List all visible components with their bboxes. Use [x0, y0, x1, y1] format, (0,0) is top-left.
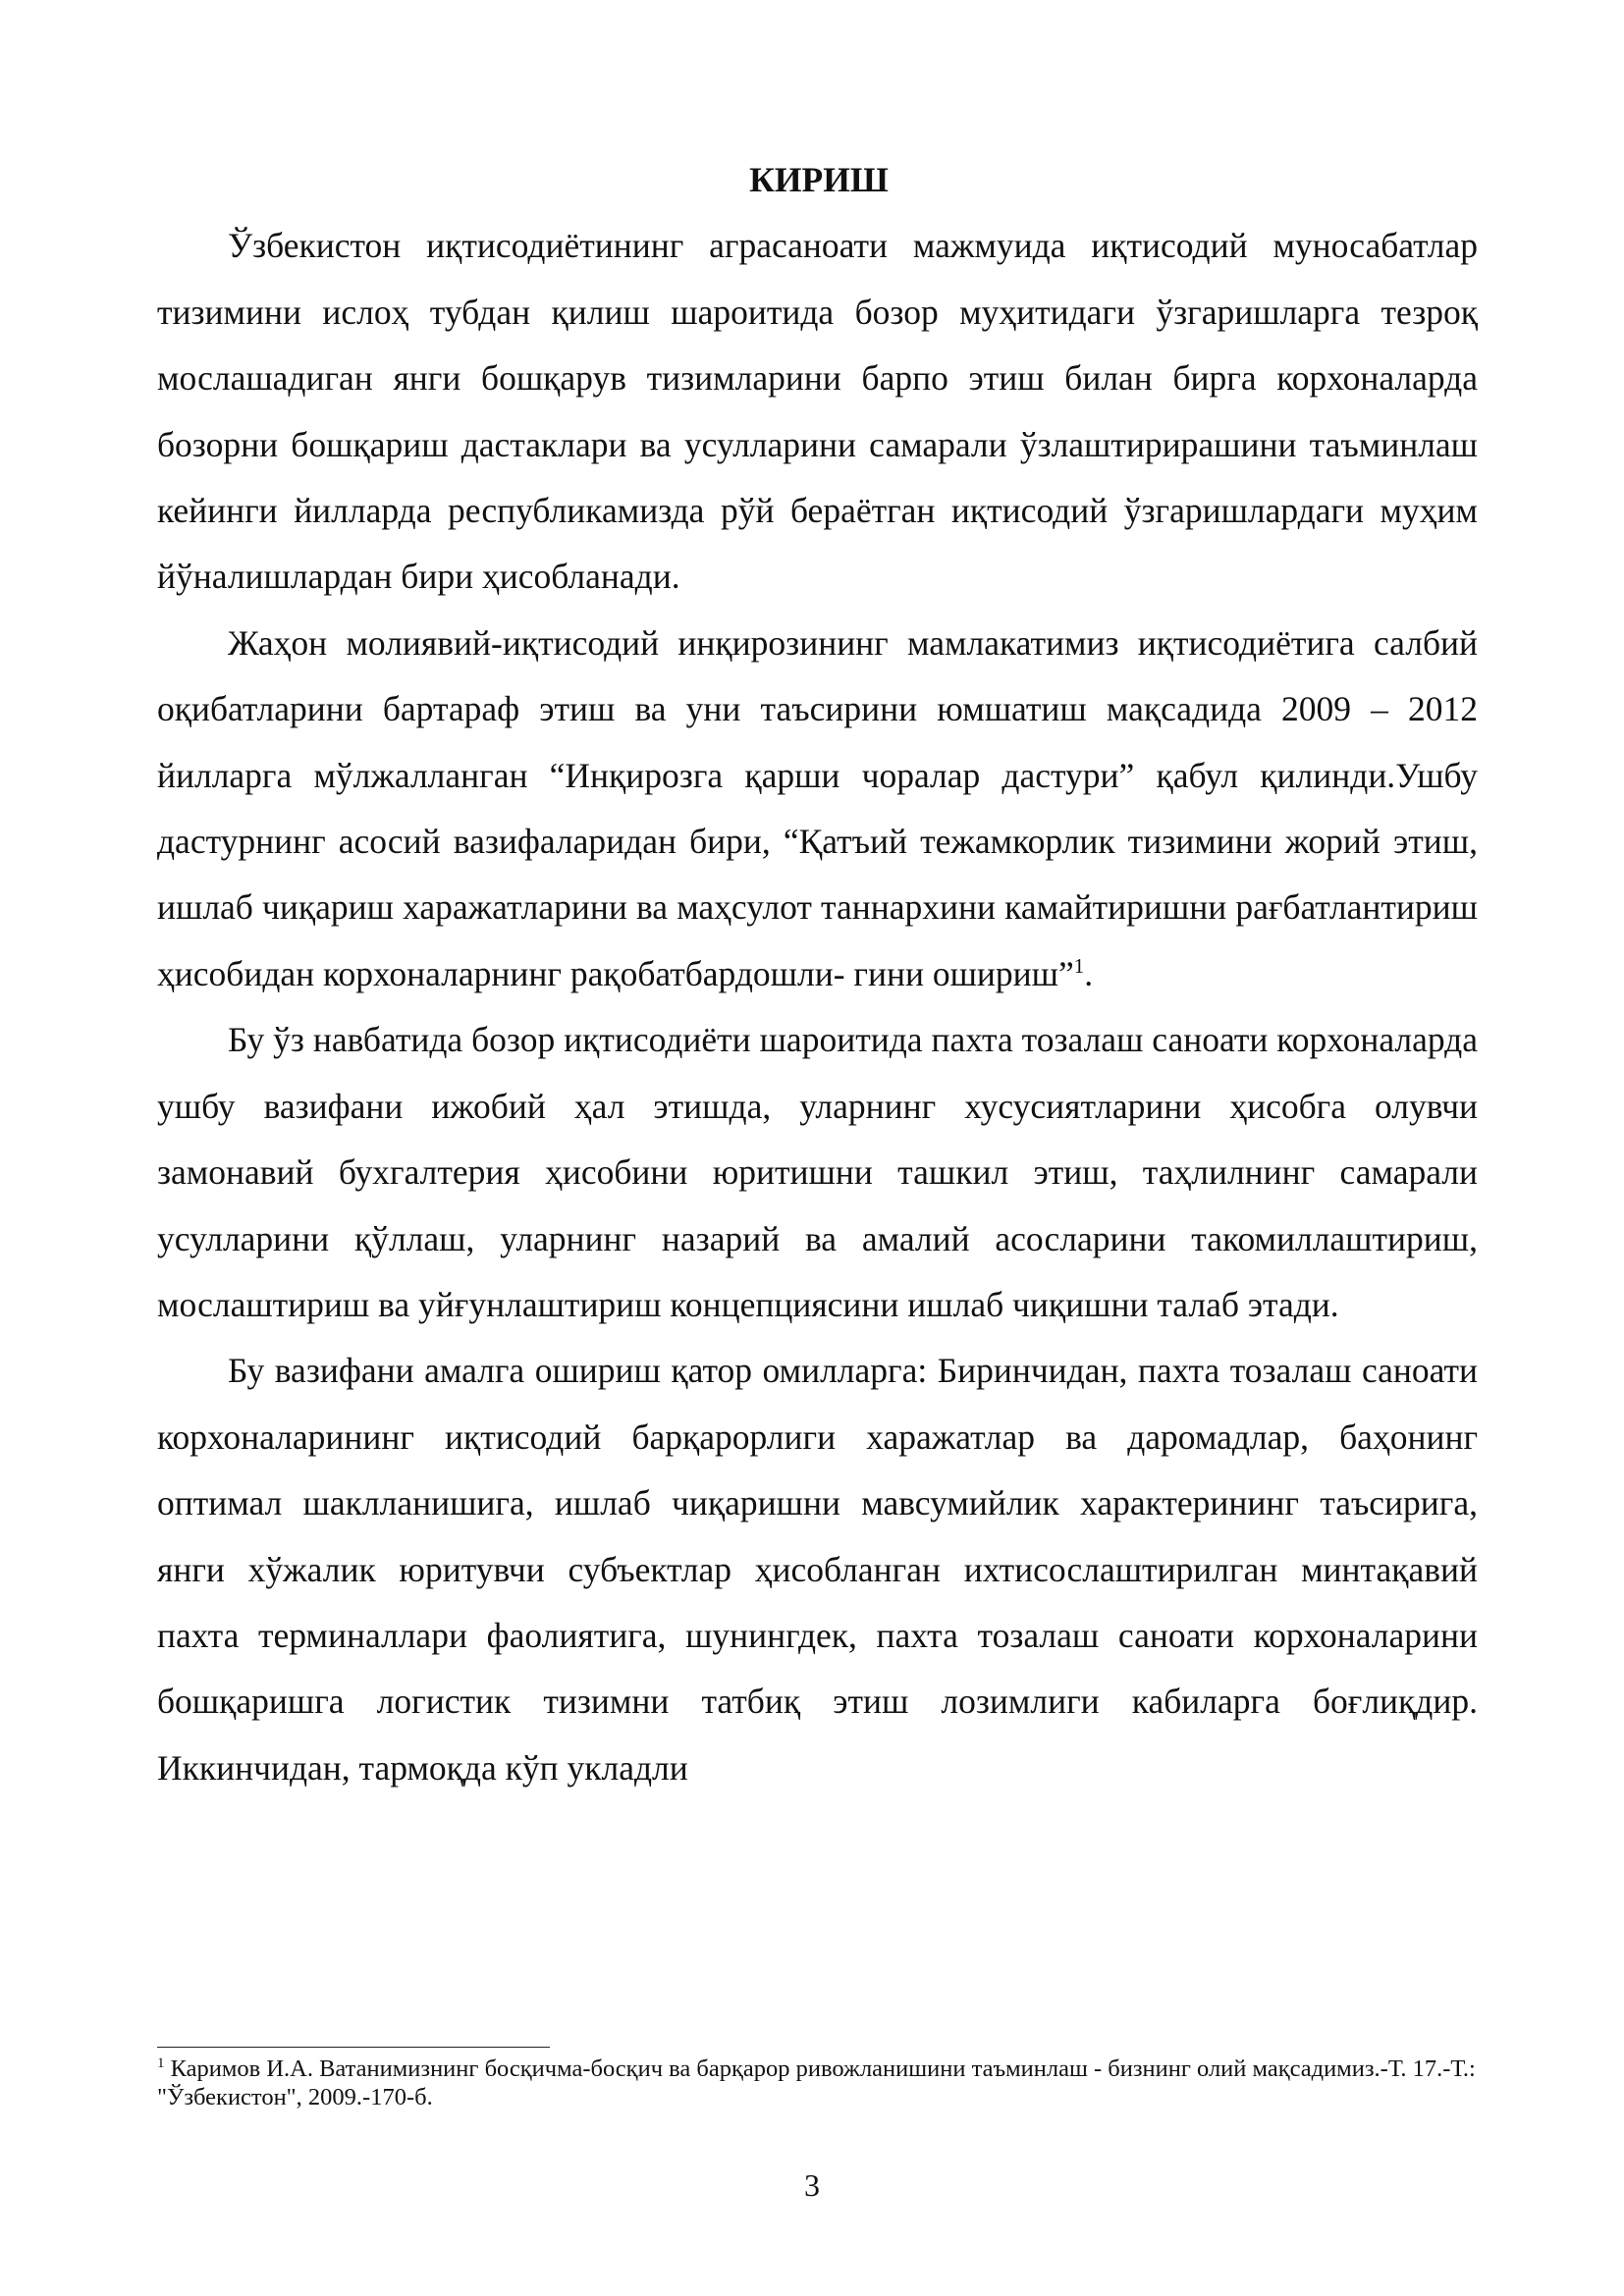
footnote-text: Каримов И.А. Ватанимизнинг босқичма-босқич ва барқарор ривожланишини таъминлаш - бизнинг олий мақсадимиз.-Т. 17.-Т.: "Ўзбекистон", 2009.-170-б. — [157, 2056, 1476, 2110]
footnote — [157, 2055, 1478, 2111]
footnote-marker: 1 — [157, 2055, 165, 2071]
main-text — [157, 147, 1478, 1801]
paragraph-2-last-line — [853, 954, 1093, 993]
paragraph-2-period: . — [1084, 953, 1094, 993]
page-title: КИРИШ — [749, 160, 889, 199]
paragraph-2-tail: гини ошириш” — [853, 953, 1074, 993]
page-number: 3 — [804, 2167, 820, 2203]
paragraph-2-text: Жаҳон молиявий-иқтисодий инқирозининг мамлакатимиз иқтисодиётига салбий оқибатларини бартараф этиш ва уни таъсирини юмшатиш мақсадида 2009 – 2012 йилларга мўлжалланган “Инқирозга қарши чоралар дастури” қабул қилинди.Ушбу дастурнинг асосий вазифаларидан бири, “Қатъий тежамкорлик тизимини жорий этиш, ишлаб чиқариш харажатларини ва маҳсулот таннархини камайтиришни рағбатлантириш ҳисобидан корхоналарнинг рақобатбардошли- — [157, 622, 1478, 993]
footnote-divider — [157, 2047, 550, 2048]
paragraph-3: Бу ўз навбатида бозор иқтисодиёти шароитида пахта тозалаш саноати корхоналарда ушбу вазифани ижобий ҳал этишда, уларнинг хусусиятларини ҳисобга олувчи замонавий бухгалтерия ҳисобини юритишни ташкил этиш, таҳлилнинг самарали усулларини қўллаш, уларнинг назарий ва амалий асосларини такомиллаштириш, мослаштириш ва уйғунлаштириш концепциясини ишлаб чиқишни талаб этади. — [157, 1020, 1478, 1324]
paragraph-4: Бу вазифани амалга ошириш қатор омилларга: Биринчидан, пахта тозалаш саноати корхоналарининг иқтисодий барқарорлиги харажатлар ва даромадлар, баҳонинг оптимал шаклланишига, ишлаб чиқаришни мавсумийлик характерининг таъсирига, янги хўжалик юритувчи субъектлар ҳисобланган ихтисослаштирилган минтақавий пахта терминаллари фаолиятига, шунингдек, пахта тозалаш саноати корхоналарини бошқаришга логистик тизимни татбиқ этиш лозимлиги кабиларга боғлиқдир. Иккинчидан, тармоқда кўп укладли — [157, 1351, 1478, 1788]
footnote-reference[interactable]: 1 — [1073, 954, 1085, 979]
paragraph-1: Ўзбекистон иқтисодиётининг аграсаноати мажмуида иқтисодий муносабатлар тизимини ислоҳ тубдан қилиш шароитида бозор муҳитидаги ўзгаришларга тезроқ мослашадиган янги бошқарув тизимларини барпо этиш билан бирга корхоналарда бозорни бошқариш дастаклари ва усулларини самарали ўзлаштирирaшини таъминлаш кейинги йилларда республикамизда рўй бераётган иқтисодий ўзгаришлардаги муҳим йўналишлардан бири ҳисобланади. — [157, 226, 1478, 597]
paragraph-2 — [157, 611, 1478, 1007]
